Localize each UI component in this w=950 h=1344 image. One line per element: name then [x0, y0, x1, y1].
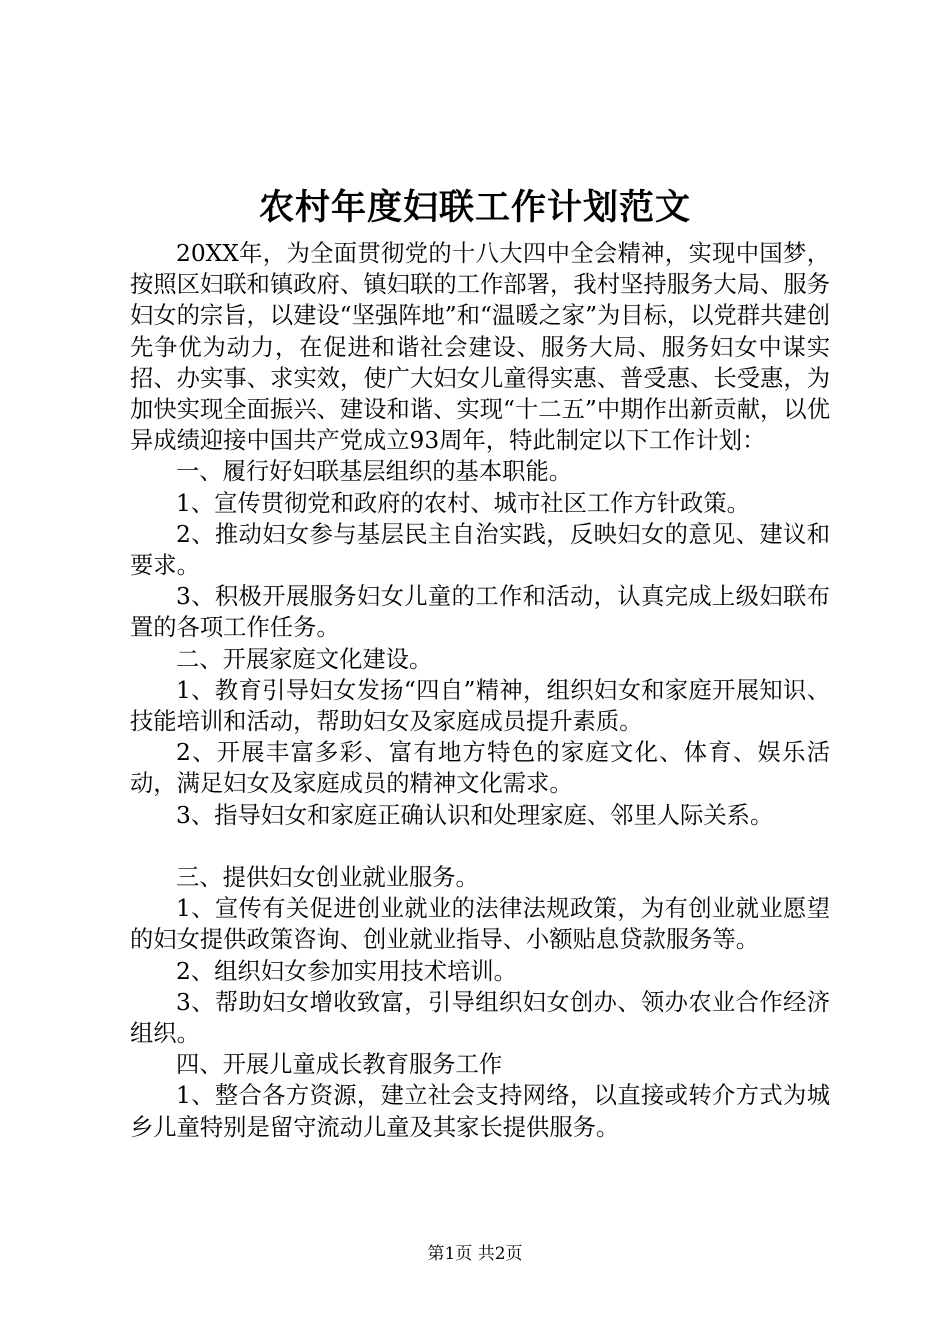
paragraph-intro: 20XX年，为全面贯彻党的十八大四中全会精神，实现中国梦，按照区妇联和镇政府、镇妇联的工作部署，我村坚持服务大局、服务妇女的宗旨，以建设“坚强阵地”和“温暖之家”为目标，以党群共建创先争优为动力，在促进和谐社会建设、服务大局、服务妇女中谋实招、办实事、求实效，使广大妇女儿童得实惠、普受惠、长受惠，为加快实现全面振兴、建设和谐、实现“十二五”中期作出新贡献，以优异成绩迎接中国共产党成立93周年，特此制定以下工作计划：: [130, 240, 830, 455]
paragraph: 1、宣传贯彻党和政府的农村、城市社区工作方针政策。: [176, 489, 750, 517]
paragraph: 3、帮助妇女增收致富，引导组织妇女创办、领办农业合作经济组织。: [130, 988, 830, 1048]
section-heading-3: 三、提供妇女创业就业服务。: [176, 864, 479, 892]
paragraph: 1、宣传有关促进创业就业的法律法规政策，为有创业就业愿望的妇女提供政策咨询、创业就业指导、小额贴息贷款服务等。: [130, 895, 830, 954]
paragraph: 3、积极开展服务妇女儿童的工作和活动，认真完成上级妇联布置的各项工作任务。: [130, 583, 830, 642]
paragraph: 3、指导妇女和家庭正确认识和处理家庭、邻里人际关系。: [176, 801, 774, 829]
blank-line: [130, 831, 830, 862]
section-heading-2: 二、开展家庭文化建设。: [176, 645, 433, 673]
document-title: 农村年度妇联工作计划范文: [258, 187, 691, 228]
paragraph: 1、教育引导妇女发扬“四自”精神，组织妇女和家庭开展知识、技能培训和活动，帮助妇女及家庭成员提升素质。: [130, 676, 830, 736]
page-number: 第1页 共2页: [427, 1244, 523, 1264]
paragraph: 2、开展丰富多彩、富有地方特色的家庭文化、体育、娱乐活动，满足妇女及家庭成员的精神文化需求。: [130, 739, 830, 798]
document-body: [130, 238, 830, 1143]
paragraph: 2、推动妇女参与基层民主自治实践，反映妇女的意见、建议和要求。: [130, 520, 830, 580]
section-heading-4: 四、开展儿童成长教育服务工作: [176, 1051, 503, 1079]
paragraph: 2、组织妇女参加实用技术培训。: [176, 957, 517, 985]
paragraph: 1、整合各方资源，建立社会支持网络，以直接或转介方式为城乡儿童特别是留守流动儿童及其家长提供服务。: [130, 1082, 830, 1141]
section-heading-1: 一、履行好妇联基层组织的基本职能。: [176, 458, 573, 486]
